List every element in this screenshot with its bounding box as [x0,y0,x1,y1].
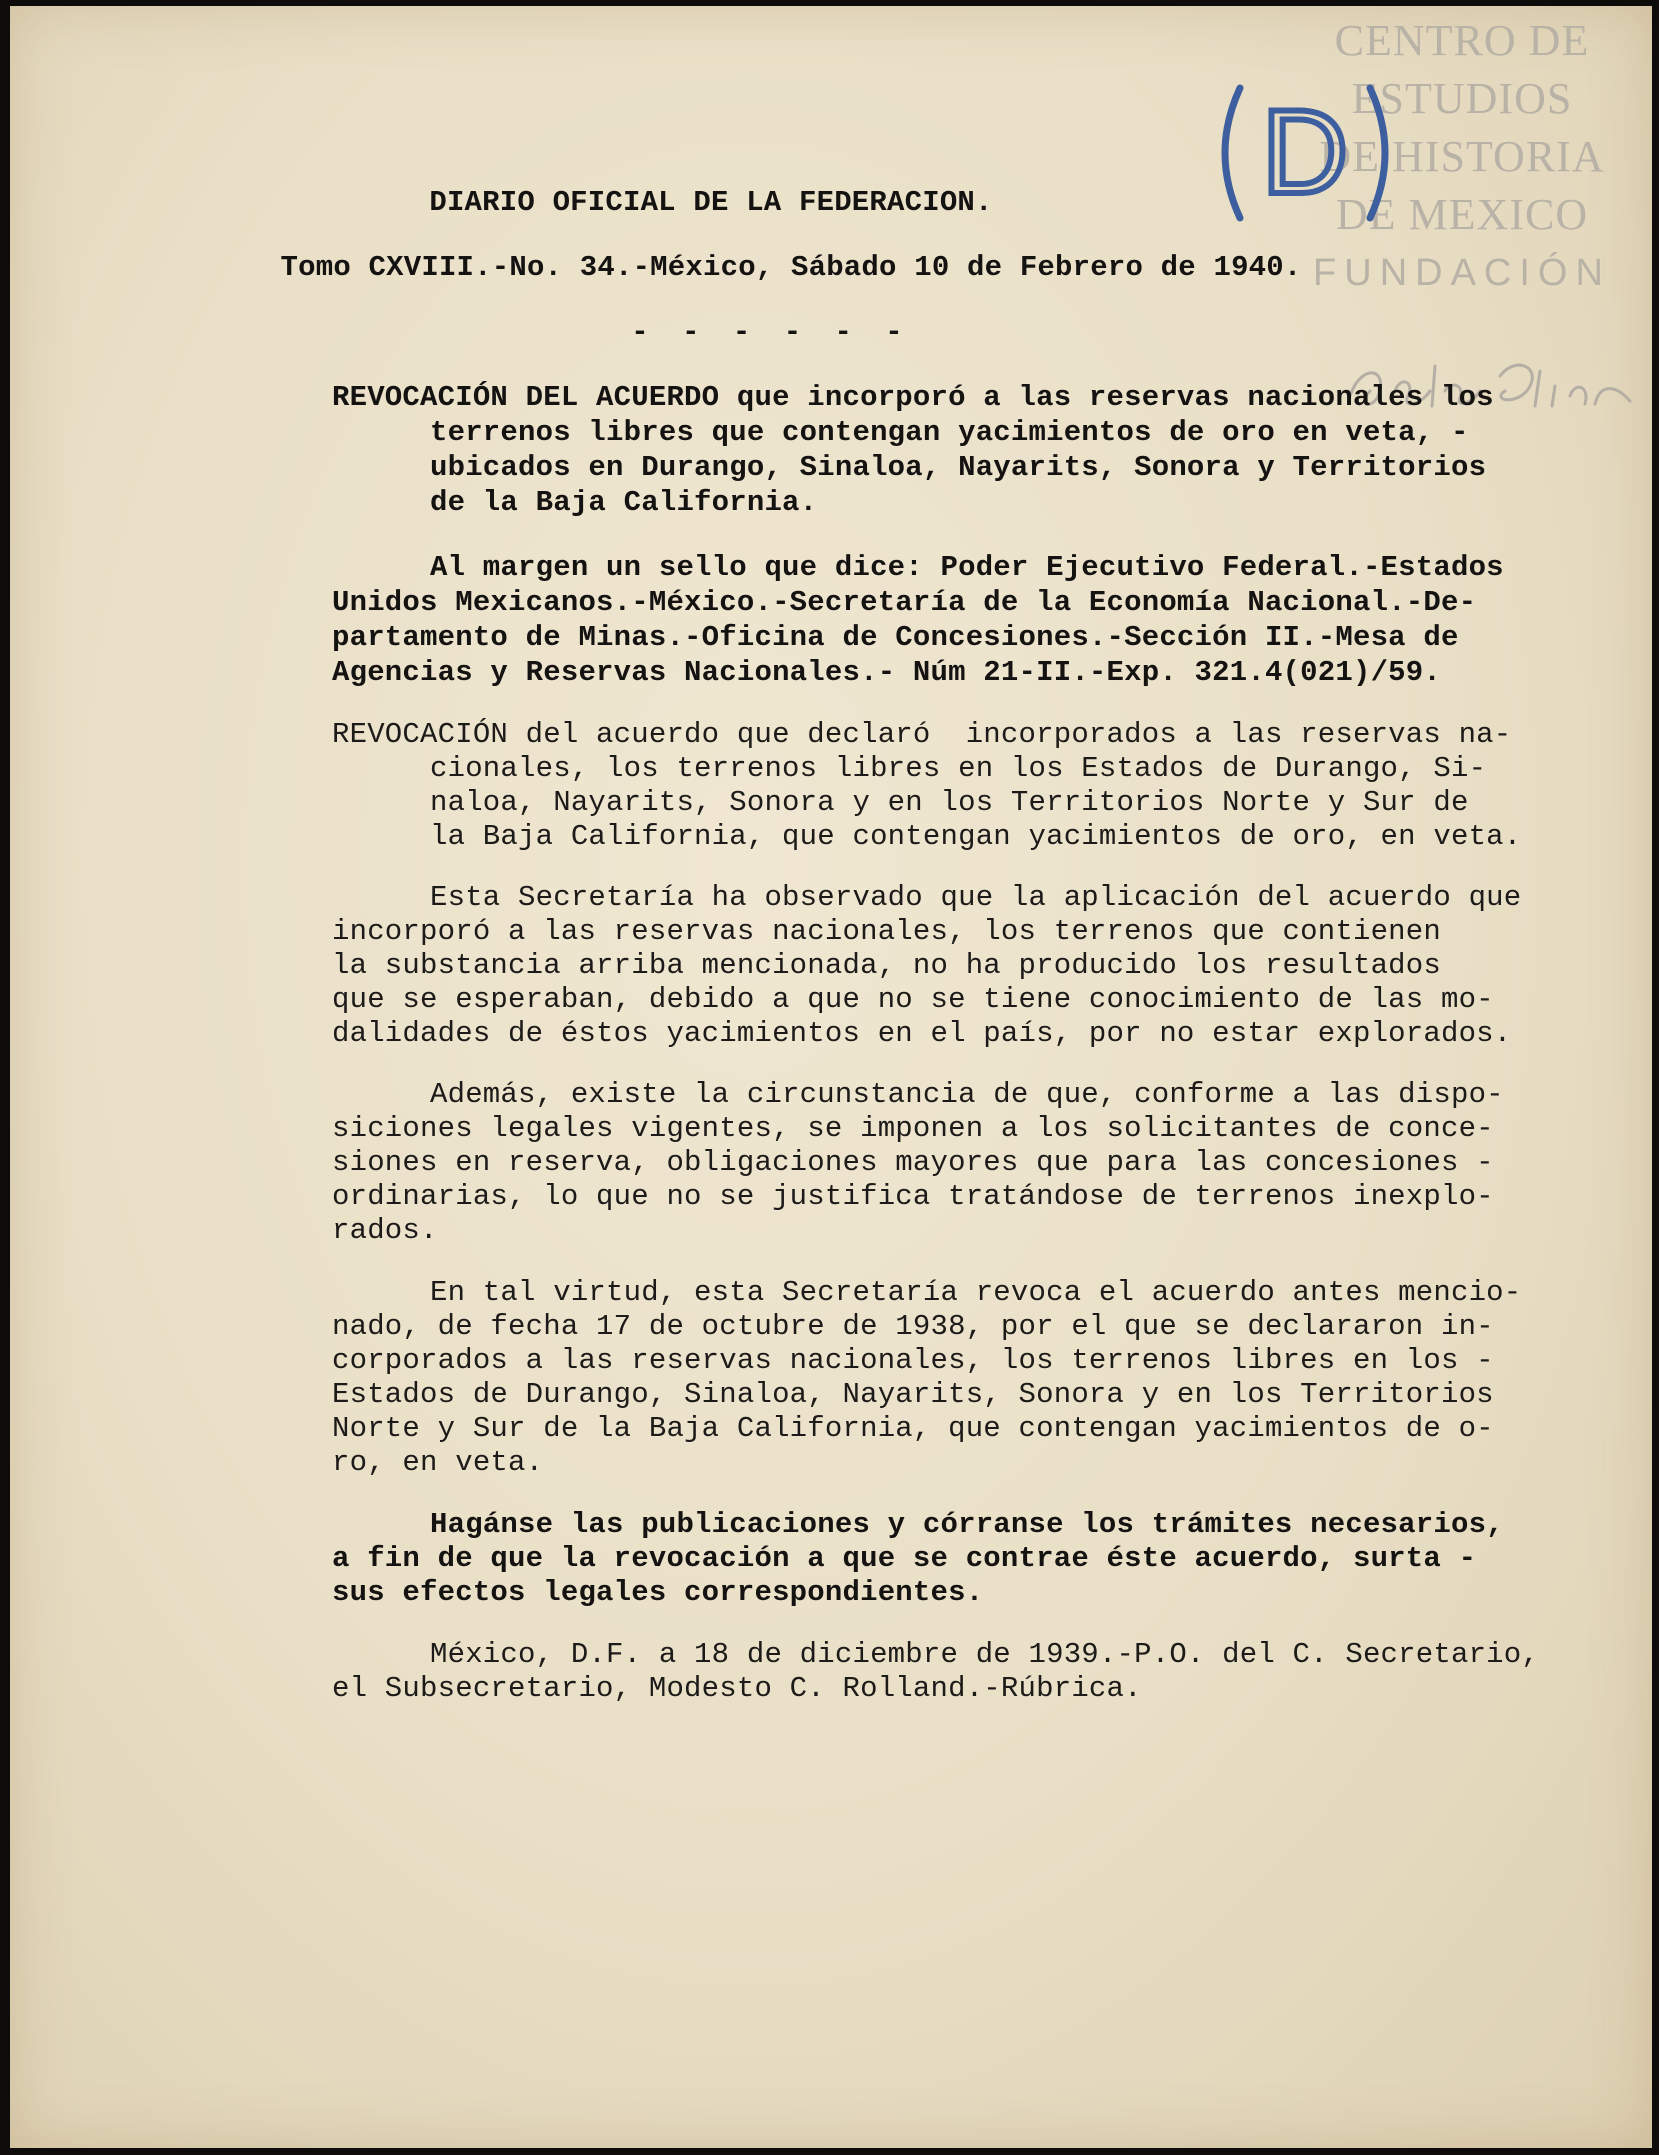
para1-line-3: la substancia arriba mencionada, no ha producido los resultados [332,949,1441,982]
issue-line: Tomo CXVIII.-No. 34.-México, Sábado 10 de Febrero de 1940. [280,251,1302,284]
para3-line-6: ro, en veta. [332,1446,544,1479]
heading2-line-2: cionales, los terrenos libres en los Estados de Durango, Si- [430,752,1487,785]
separator-line: - - - - - - [631,316,911,349]
margin-note-line-1: Al margen un sello que dice: Poder Ejecutivo Federal.-Estados [430,551,1504,584]
para2-line-5: rados. [332,1214,438,1247]
document-page [10,6,1652,2148]
heading1-line-4: de la Baja California. [430,486,818,519]
watermark-line-3: DE HISTORIA [1319,132,1605,181]
para4-line-1: Hagánse las publicaciones y córranse los trámites necesarios, [430,1508,1504,1541]
watermark-line-1: CENTRO DE [1334,16,1590,65]
para3-line-4: Estados de Durango, Sinaloa, Nayarits, Sonora y en los Territorios [332,1378,1494,1411]
para2-line-2: siciones legales vigentes, se imponen a los solicitantes de conce- [332,1112,1494,1145]
para2-line-4: ordinarias, lo que no se justifica tratándose de terrenos inexplo- [332,1180,1494,1213]
para3-line-5: Norte y Sur de la Baja California, que contengan yacimientos de o- [332,1412,1494,1445]
heading2-line-3: naloa, Nayarits, Sonora y en los Territorios Norte y Sur de [430,786,1469,819]
para4-line-3: sus efectos legales correspondientes. [332,1576,984,1609]
watermark-line-4: DE MEXICO [1335,190,1589,239]
para2-line-3: siones en reserva, obligaciones mayores que para las concesiones - [332,1146,1494,1179]
heading1-line-2: terrenos libres que contengan yacimientos de oro en veta, - [430,416,1469,449]
newspaper-title: DIARIO OFICIAL DE LA FEDERACION. [429,186,993,219]
watermark-line-2: ESTUDIOS [1351,74,1573,123]
watermark-line-5: FUNDACIÓN [1313,252,1611,294]
para3-line-1: En tal virtud, esta Secretaría revoca el acuerdo antes mencio- [430,1276,1522,1309]
para4-line-2: a fin de que la revocación a que se contrae éste acuerdo, surta - [332,1542,1477,1575]
margin-note-line-3: partamento de Minas.-Oficina de Concesiones.-Sección II.-Mesa de [332,621,1459,654]
closing-line-1: México, D.F. a 18 de diciembre de 1939.-P.O. del C. Secretario, [430,1638,1539,1671]
heading2-line-1: REVOCACIÓN del acuerdo que declaró incorporados a las reservas na- [332,718,1512,751]
para1-line-4: que se esperaban, debido a que no se tiene conocimiento de las mo- [332,983,1494,1016]
para1-line-2: incorporó a las reservas nacionales, los terrenos que contienen [332,915,1441,948]
para2-line-1: Además, existe la circunstancia de que, conforme a las dispo- [430,1078,1504,1111]
para3-line-3: corporados a las reservas nacionales, los terrenos libres en los - [332,1344,1494,1377]
margin-note-line-2: Unidos Mexicanos.-México.-Secretaría de la Economía Nacional.-De- [332,586,1477,619]
heading1-line-1: REVOCACIÓN DEL ACUERDO que incorporó a las reservas nacionales los [332,381,1494,414]
closing-line-2: el Subsecretario, Modesto C. Rolland.-Rúbrica. [332,1672,1142,1705]
para1-line-1: Esta Secretaría ha observado que la aplicación del acuerdo que [430,881,1522,914]
stamp-letter: D [1261,85,1349,219]
para1-line-5: dalidades de éstos yacimientos en el país, por no estar explorados. [332,1017,1512,1050]
para3-line-2: nado, de fecha 17 de octubre de 1938, por el que se declararon in- [332,1310,1494,1343]
heading2-line-4: la Baja California, que contengan yacimientos de oro, en veta. [430,820,1522,853]
heading1-line-3: ubicados en Durango, Sinaloa, Nayarits, Sonora y Territorios [430,451,1487,484]
margin-note-line-4: Agencias y Reservas Nacionales.- Núm 21-II.-Exp. 321.4(021)/59. [332,656,1441,689]
